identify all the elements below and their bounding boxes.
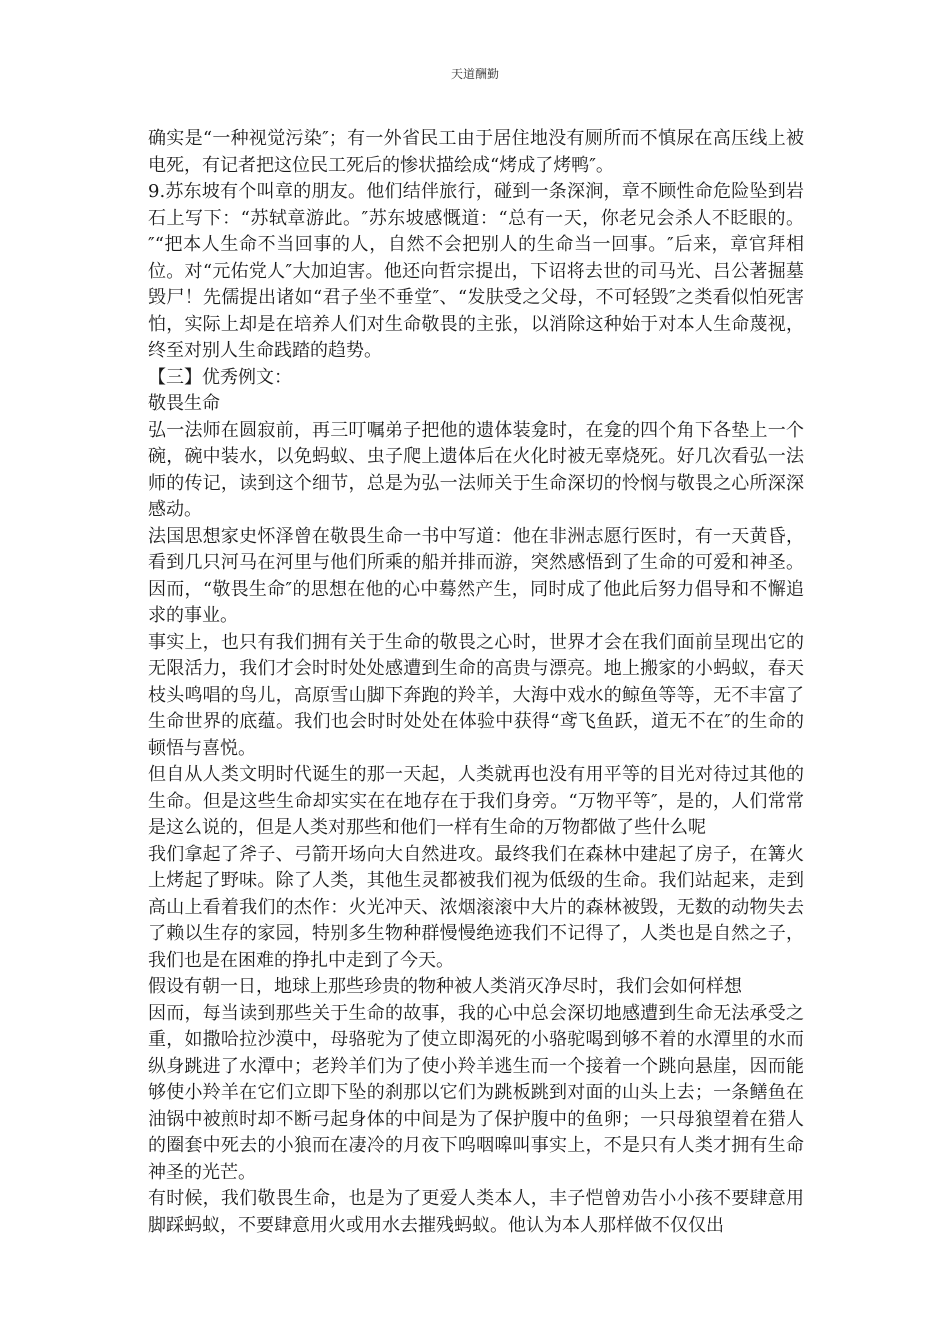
paragraph-animal-stories: 因而，每当读到那些关于生命的故事，我的心中总会深切地感遭到生命无法承受之重，如撒哈拉沙漠中，母骆驼为了使立即渴死的小骆驼喝到够不着的水潭里的水而纵身跳进了水潭中；老羚羊们为了使小羚羊逃生而一个接着一个跳向悬崖，因而能够使小羚羊在它们立即下坠的刹那以它们为跳板跳到对面的山头上去；一条鳝鱼在油锅中被煎时却不断弓起身体的中间是为了保护腹中的鱼卵；一只母狼望着在猎人的圈套中死去的小狼而在凄冷的月夜下呜咽嗥叫事实上，不是只有人类才拥有生命神圣的光芒。 <box>148 1002 804 1183</box>
paragraph-hypothetical: 假设有朝一日，地球上那些珍贵的物种被人类消灭净尽时，我们会如何样想 <box>148 976 742 997</box>
paragraph-conquest-of-nature: 我们拿起了斧子、弓箭开场向大自然进攻。最终我们在森林中建起了房子，在篝火上烤起了野味。除了人类，其他生灵都被我们视为低级的生命。我们站起来，走到高山上看着我们的杰作：火光冲天、浓烟滚滚中大片的森林被毁，无数的动物失去了赖以生存的家园，特别多生物种群慢慢绝迹我们不记得了，人类也是自然之子，我们也是在困难的挣扎中走到了今天。 <box>148 843 804 971</box>
paragraph-su-dongpo-story: 9.苏东坡有个叫章的朋友。他们结伴旅行，碰到一条深涧，章不顾性命危险坠到岩石上写下：“苏轼章游此。″苏东坡感慨道：“总有一天，你老兄会杀人不眨眼的。″“把本人生命不当回事的人，自然不会把别人的生命当一回事。″后来，章官拜相位。对“元佑党人″大加迫害。他还向哲宗提出，下诏将去世的司马光、吕公著掘墓毁尸！先儒提出诸如“君子坐不垂堂″、“发肤受之父母，不可轻毁″之类看似怕死害怕，实际上却是在培养人们对生命敬畏的主张，以消除这种始于对本人生命蔑视，终至对别人生命践踏的趋势。 <box>148 181 804 361</box>
paragraph-reverence-vitality: 事实上，也只有我们拥有关于生命的敬畏之心时，世界才会在我们面前呈现出它的无限活力，我们才会时时处处感遭到生命的高贵与漂亮。地上搬家的小蚂蚁，春天枝头鸣唱的鸟儿，高原雪山脚下奔跑的羚羊，大海中戏水的鲸鱼等等，无不丰富了生命世界的底蕴。我们也会时时处处在体验中获得“鸢飞鱼跃，道无不在″的生命的顿悟与喜悦。 <box>148 631 804 759</box>
paragraph-schweitzer: 法国思想家史怀泽曾在敬畏生命一书中写道：他在非洲志愿行医时，有一天黄昏，看到几只河马在河里与他们所乘的船并排而游，突然感悟到了生命的可爱和神圣。因而，“敬畏生命″的思想在他的心中蓦然产生，同时成了他此后努力倡导和不懈追求的事业。 <box>148 525 804 626</box>
document-body <box>148 126 804 1239</box>
paragraph-feng-zikai: 有时候，我们敬畏生命，也是为了更爱人类本人，丰子恺曾劝告小小孩不要肆意用脚踩蚂蚁，不要肆意用火或用水去摧残蚂蚁。他认为本人那样做不仅仅出 <box>148 1188 804 1236</box>
paragraph-sanitation-anecdote: 确实是“一种视觉污染″；有一外省民工由于居住地没有厕所而不慎尿在高压线上被电死，有记者把这位民工死后的惨状描绘成“烤成了烤鸭″。 <box>148 128 804 176</box>
paragraph-equality: 但自从人类文明时代诞生的那一天起，人类就再也没有用平等的目光对待过其他的生命。但是这些生命却实实在在地存在于我们身旁。“万物平等″，是的，人们常常是这么说的，但是人类对那些和他们一样有生命的万物都做了些什么呢 <box>148 764 804 838</box>
page-header: 天道酬勤 <box>450 67 499 81</box>
paragraph-hongyi-master: 弘一法师在圆寂前，再三叮嘱弟子把他的遗体装龛时，在龛的四个角下各垫上一个碗，碗中装水，以免蚂蚁、虫子爬上遗体后在火化时被无辜烧死。好几次看弘一法师的传记，读到这个细节，总是为弘一法师关于生命深切的怜悯与敬畏之心所深深感动。 <box>148 419 804 520</box>
essay-title: 敬畏生命 <box>148 393 220 414</box>
section-heading-examples: 【三】优秀例文： <box>148 366 292 388</box>
